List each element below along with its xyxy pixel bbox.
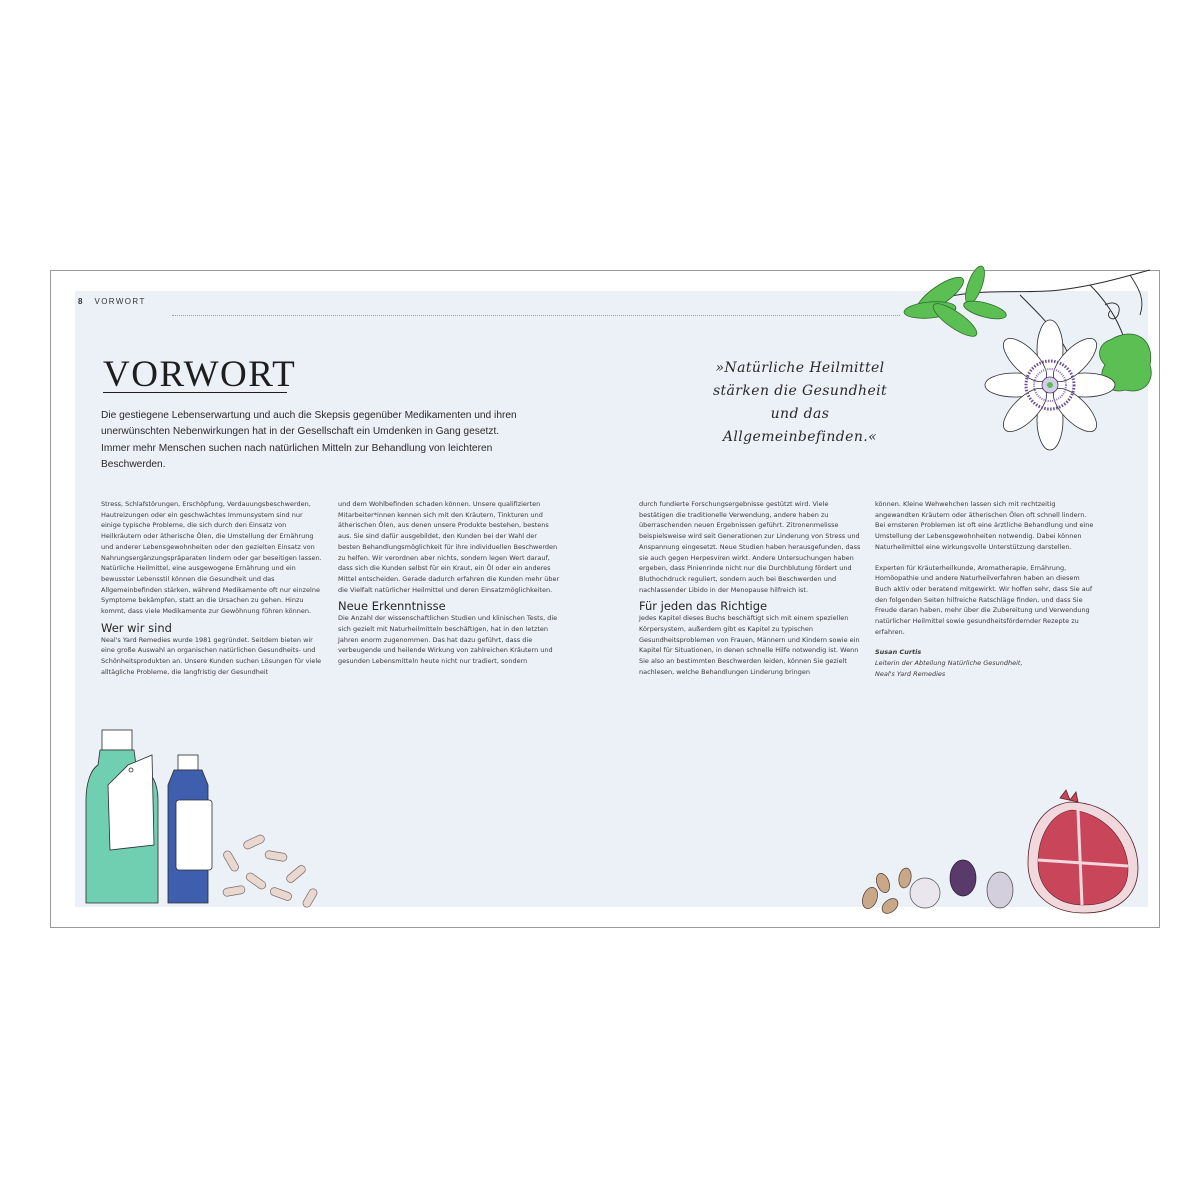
page-number: 8 xyxy=(78,297,83,306)
intro-paragraph: Die gestiegene Lebenserwartung und auch die Skepsis gegenüber Medikamenten und ihren unerwünschten Nebenwirkungen hat in der Gesellschaft ein Umdenken in Gang gesetzt. Immer mehr Menschen suchen nach natürlichen Mitteln zur Behandlung von leichteren Beschwerden. xyxy=(101,410,517,470)
column-paragraph: Stress, Schlafstörungen, Erschöpfung, Verdauungsbeschwerden, Hautreizungen oder ein geschwächtes Immunsystem sind nur einige typische Probleme, die sich durch den Einsatz von Heilkräutern oder ätherische Ölen, die Umstellung der Ernährung und anderer Lebensgewohnheiten oder den gezielten Einsatz von Nahrungsergänzungspräparaten lindern oder gar beseitigen lassen. Natürliche Heilmittel, eine ausgewogene Ernährung und ein bewusster Lebensstil können die Gesundheit und das Allgemeinbefinden stärken, während Medikamente oft nur einzelne Symptome bekämpfen, statt an die Ursachen zu gehen. Hinzu kommt, dass viele Medikamente zur Gewöhnung führen können. xyxy=(101,500,322,616)
column-paragraph: durch fundierte Forschungsergebnisse gestützt wird. Viele bestätigen die traditionelle Verwendung, andere haben zu überraschenden neuen Ergebnissen geführt. Zitronenmelisse beispielsweise wird seit Generationen zur Linderung von Stress und Anspannung eingesetzt. Neue Studien haben herausgefunden, dass sie auch gegen Herpesviren wirkt. Andere Untersuchungen haben ergeben, dass Pinienrinde nicht nur die Durchblutung fördert und Bluthochdruck reguliert, sondern auch bei Beschwerden und nachlassender Libido in der Menopause hilfreich ist. xyxy=(639,500,861,594)
text-column-4 xyxy=(875,499,1097,680)
text-column-2 xyxy=(338,499,560,667)
signature-company: Neal's Yard Remedies xyxy=(875,669,946,678)
signature-name: Susan Curtis xyxy=(875,648,922,657)
column-paragraph: können. Kleine Wehwehchen lassen sich mit rechtzeitig angewandten Kräutern oder ätherischen Ölen oft schnell lindern. Bei ernsteren Problemen ist oft eine ärztliche Behandlung und eine Umstellung der Lebensgewohnheiten notwendig. Dabei können Naturheilmittel eine wirkungsvolle Unterstützung darstellen. xyxy=(875,500,1094,551)
running-head-rule xyxy=(172,315,900,316)
column-paragraph: Jedes Kapitel dieses Buchs beschäftigt sich mit einem speziellen Körpersystem, außerdem gibt es Kapitel zu typischen Gesundheitsproblemen von Frauen, Männern und Kindern sowie ein Kapitel für Situationen, in denen schnelle Hilfe notwendig ist. Wenn Sie also an bestimmten Beschwerden leiden, können Sie gezielt nachlesen, welche Behandlungen Linderung bringen xyxy=(639,614,860,676)
running-head-label: VORWORT xyxy=(94,297,146,306)
section-heading: Wer wir sind xyxy=(101,620,172,635)
pomegranate-illustration xyxy=(1020,788,1148,916)
title-underline xyxy=(103,392,287,393)
pull-quote: »Natürliche Heilmittel stärken die Gesundheit und das Allgemeinbefinden.« xyxy=(712,360,888,445)
passionflower-illustration xyxy=(900,265,1155,465)
column-paragraph: Experten für Kräuterheilkunde, Aromatherapie, Ernährung, Homöopathie und andere Naturheilverfahren haben an diesem Buch aktiv oder beratend mitgewirkt. Wir hoffen sehr, dass Sie auf den folgenden Seiten hilfreiche Ratschläge finden, und dass Sie Freude daran haben, mehr über die Zubereitung und Verwendung natürlicher Heilmittel sowie gesundheitsfördernder Rezepte zu erfahren. xyxy=(875,563,1093,636)
signature-role: Leiterin der Abteilung Natürliche Gesundheit, xyxy=(875,659,1023,668)
section-heading: Neue Erkenntnisse xyxy=(338,599,446,614)
pills-illustration xyxy=(215,832,330,910)
bottles-illustration xyxy=(78,725,218,910)
text-column-1 xyxy=(101,499,323,678)
section-heading: Für jeden das Richtige xyxy=(639,599,768,614)
column-paragraph: Neal's Yard Remedies wurde 1981 gegründet. Seitdem bieten wir eine große Auswahl an organischen natürlichen Gesundheits- und Schönheitsprodukten an. Unsere Kunden suchen Lösungen für viele alltägliche Probleme, die langfristig der Gesundheit xyxy=(101,635,322,676)
text-column-3 xyxy=(639,499,861,678)
column-paragraph: und dem Wohlbefinden schaden können. Unsere qualifizierten Mitarbeiter*innen kennen sich mit den Kräutern, Tinkturen und ätherischen Ölen, aus denen unsere Produkte bestehen, bestens aus. Sie sind dafür ausgebildet, den Kunden bei der Wahl der besten Behandlungsmöglichkeit für ihre individuellen Beschwerden zu helfen. Wir verordnen aber nichts, sondern legen Wert darauf, dass sich die Kunden selbst für ein Kraut, ein Öl oder ein anderes Mittel entscheiden. Gerade dadurch erfahren die Kunden mehr über die Vielfalt natürlicher Heilmittel und deren Einsatzmöglichkeiten. xyxy=(338,500,560,594)
running-head xyxy=(78,297,146,306)
berries-nuts-illustration xyxy=(855,848,1025,916)
page-title: VORWORT xyxy=(103,354,297,395)
column-paragraph: Die Anzahl der wissenschaftlichen Studien und klinischen Tests, die sich gezielt mit Naturheilmitteln beschäftigen, hat in den letzten Jahren enorm zugenommen. Das hat dazu geführt, dass die verbeugende und heilende Wirkung von zahlreichen Kräutern und gesunden Lebensmitteln heute nicht nur tradiert, sondern xyxy=(338,614,558,666)
